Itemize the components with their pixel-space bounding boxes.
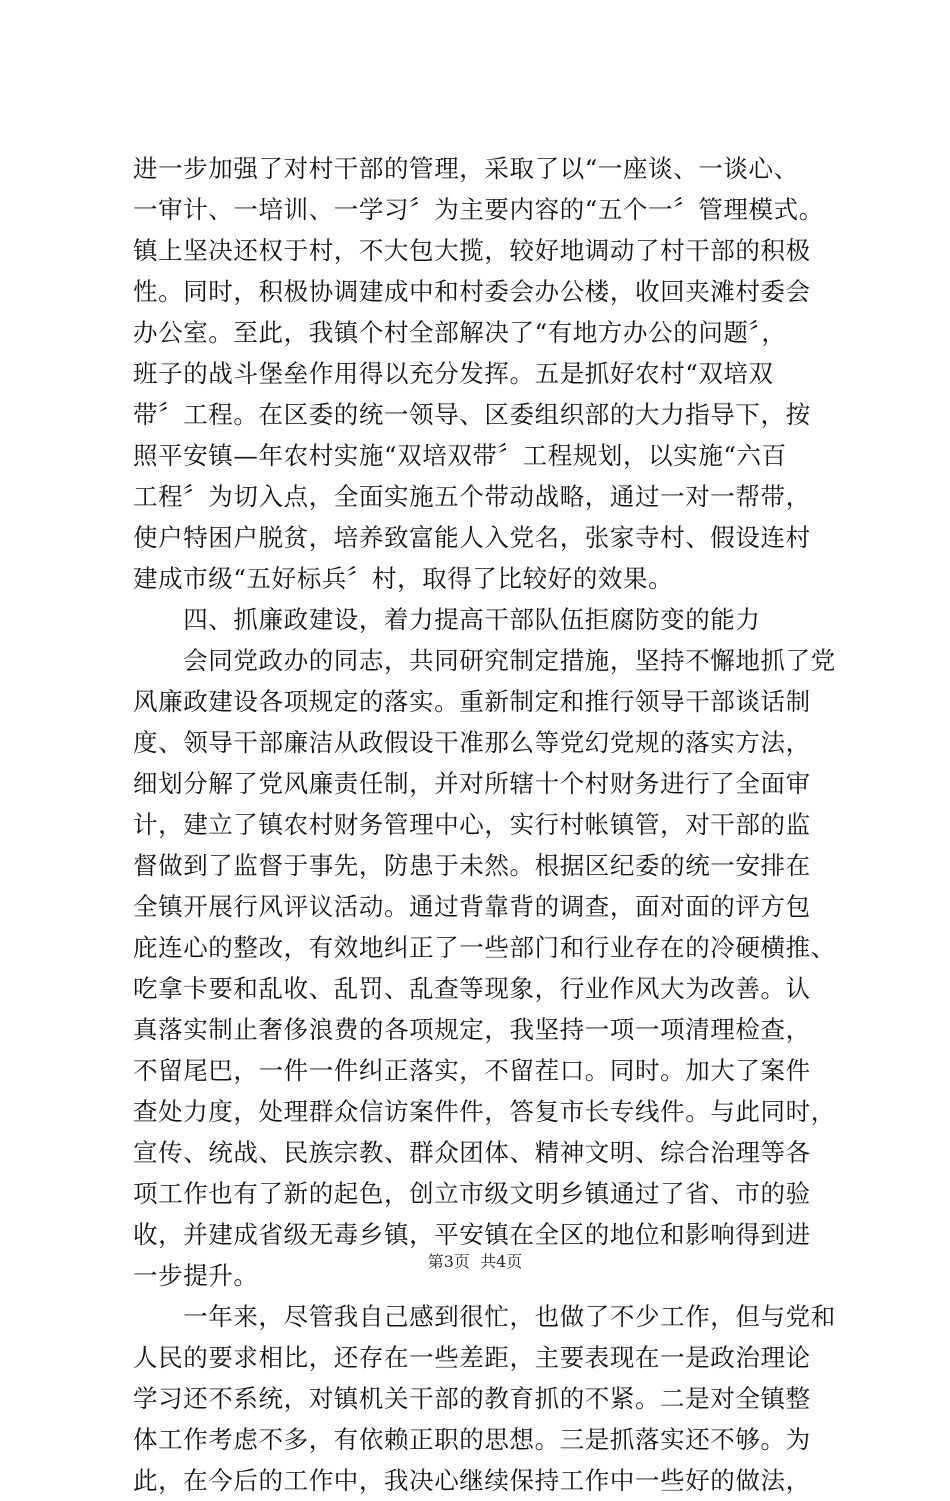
text-line: 照平安镇—年农村实施“双培双带〞工程规划，以实施“六百: [133, 441, 787, 470]
text-line: 一审计、一培训、一学习〞为主要内容的“五个一〞管理模式。: [133, 195, 824, 224]
text-line: 吃拿卡要和乱收、乱罚、乱查等现象，行业作风大为改善。认: [133, 974, 811, 1003]
text-line: 一步提升。: [133, 1261, 259, 1290]
text-line: 真落实制止奢侈浪费的各项规定，我坚持一项一项清理检查，: [133, 1015, 811, 1044]
text-line: 全镇开展行风评议活动。通过背靠背的调查，面对面的评方包: [133, 892, 811, 921]
text-line: 性。同时，积极协调建成中和村委会办公楼，收回夹滩村委会: [133, 277, 811, 306]
text-line: 不留尾巴，一件一件纠正落实，不留茬口。同时。加大了案件: [133, 1056, 811, 1085]
text-line: 学习还不系统，对镇机关干部的教育抓的不紧。二是对全镇整: [133, 1384, 811, 1413]
text-line: 镇上坚决还权于村，不大包大揽，较好地调动了村干部的积极: [133, 236, 811, 265]
text-line: 使户特困户脱贫，培养致富能人入党名，张家寺村、假设连村: [133, 523, 811, 552]
text-line: 建成市级“五好标兵〞村，取得了比较好的效果。: [133, 564, 674, 593]
text-line: 办公室。至此，我镇个村全部解决了“有地方办公的问题〞，: [133, 318, 787, 347]
text-line: 四、抓廉政建设，着力提高干部队伍拒腐防变的能力: [133, 605, 761, 634]
document-body: [133, 148, 836, 1501]
text-line: 此，在今后的工作中，我决心继续保持工作中一些好的做法，: [133, 1466, 811, 1495]
text-line: 查处力度，处理群众信访案件件，答复市长专线件。与此同时，: [133, 1097, 836, 1126]
page-number-label: 第3页 共4页: [427, 1252, 523, 1271]
text-line: 宣传、统战、民族宗教、群众团体、精神文明、综合治理等各: [133, 1138, 811, 1167]
text-line: 人民的要求相比，还存在一些差距，主要表现在一是政治理论: [133, 1343, 811, 1372]
text-line: 会同党政办的同志，共同研究制定措施，坚持不懈地抓了党: [133, 646, 836, 675]
text-line: 项工作也有了新的起色，创立市级文明乡镇通过了省、市的验: [133, 1179, 811, 1208]
text-line: 体工作考虑不多，有依赖正职的思想。三是抓落实还不够。为: [133, 1425, 811, 1454]
text-line: 班子的战斗堡垒作用得以充分发挥。五是抓好农村“双培双: [133, 359, 774, 388]
text-line: 进一步加强了对村干部的管理，采取了以“一座谈、一谈心、: [133, 154, 799, 183]
text-line: 细划分解了党风廉责任制，并对所辖十个村财务进行了全面审: [133, 769, 811, 798]
text-line: 庇连心的整改，有效地纠正了一些部门和行业存在的冷硬横推、: [133, 933, 836, 962]
text-line: 工程〞为切入点，全面实施五个带动战略，通过一对一帮带，: [133, 482, 811, 511]
page-footer: [0, 1252, 950, 1272]
text-line: 收，并建成省级无毒乡镇，平安镇在全区的地位和影响得到进: [133, 1220, 811, 1249]
text-line: 计，建立了镇农村财务管理中心，实行村帐镇管，对干部的监: [133, 810, 811, 839]
text-line: 度、领导干部廉洁从政假设干准那么等党幻党规的落实方法，: [133, 728, 811, 757]
text-line: 督做到了监督于事先，防患于未然。根据区纪委的统一安排在: [133, 851, 811, 880]
text-line: 风廉政建设各项规定的落实。重新制定和推行领导干部谈话制: [133, 687, 811, 716]
text-line: 带〞工程。在区委的统一领导、区委组织部的大力指导下，按: [133, 400, 811, 429]
text-line: 一年来，尽管我自己感到很忙，也做了不少工作，但与党和: [133, 1302, 836, 1331]
